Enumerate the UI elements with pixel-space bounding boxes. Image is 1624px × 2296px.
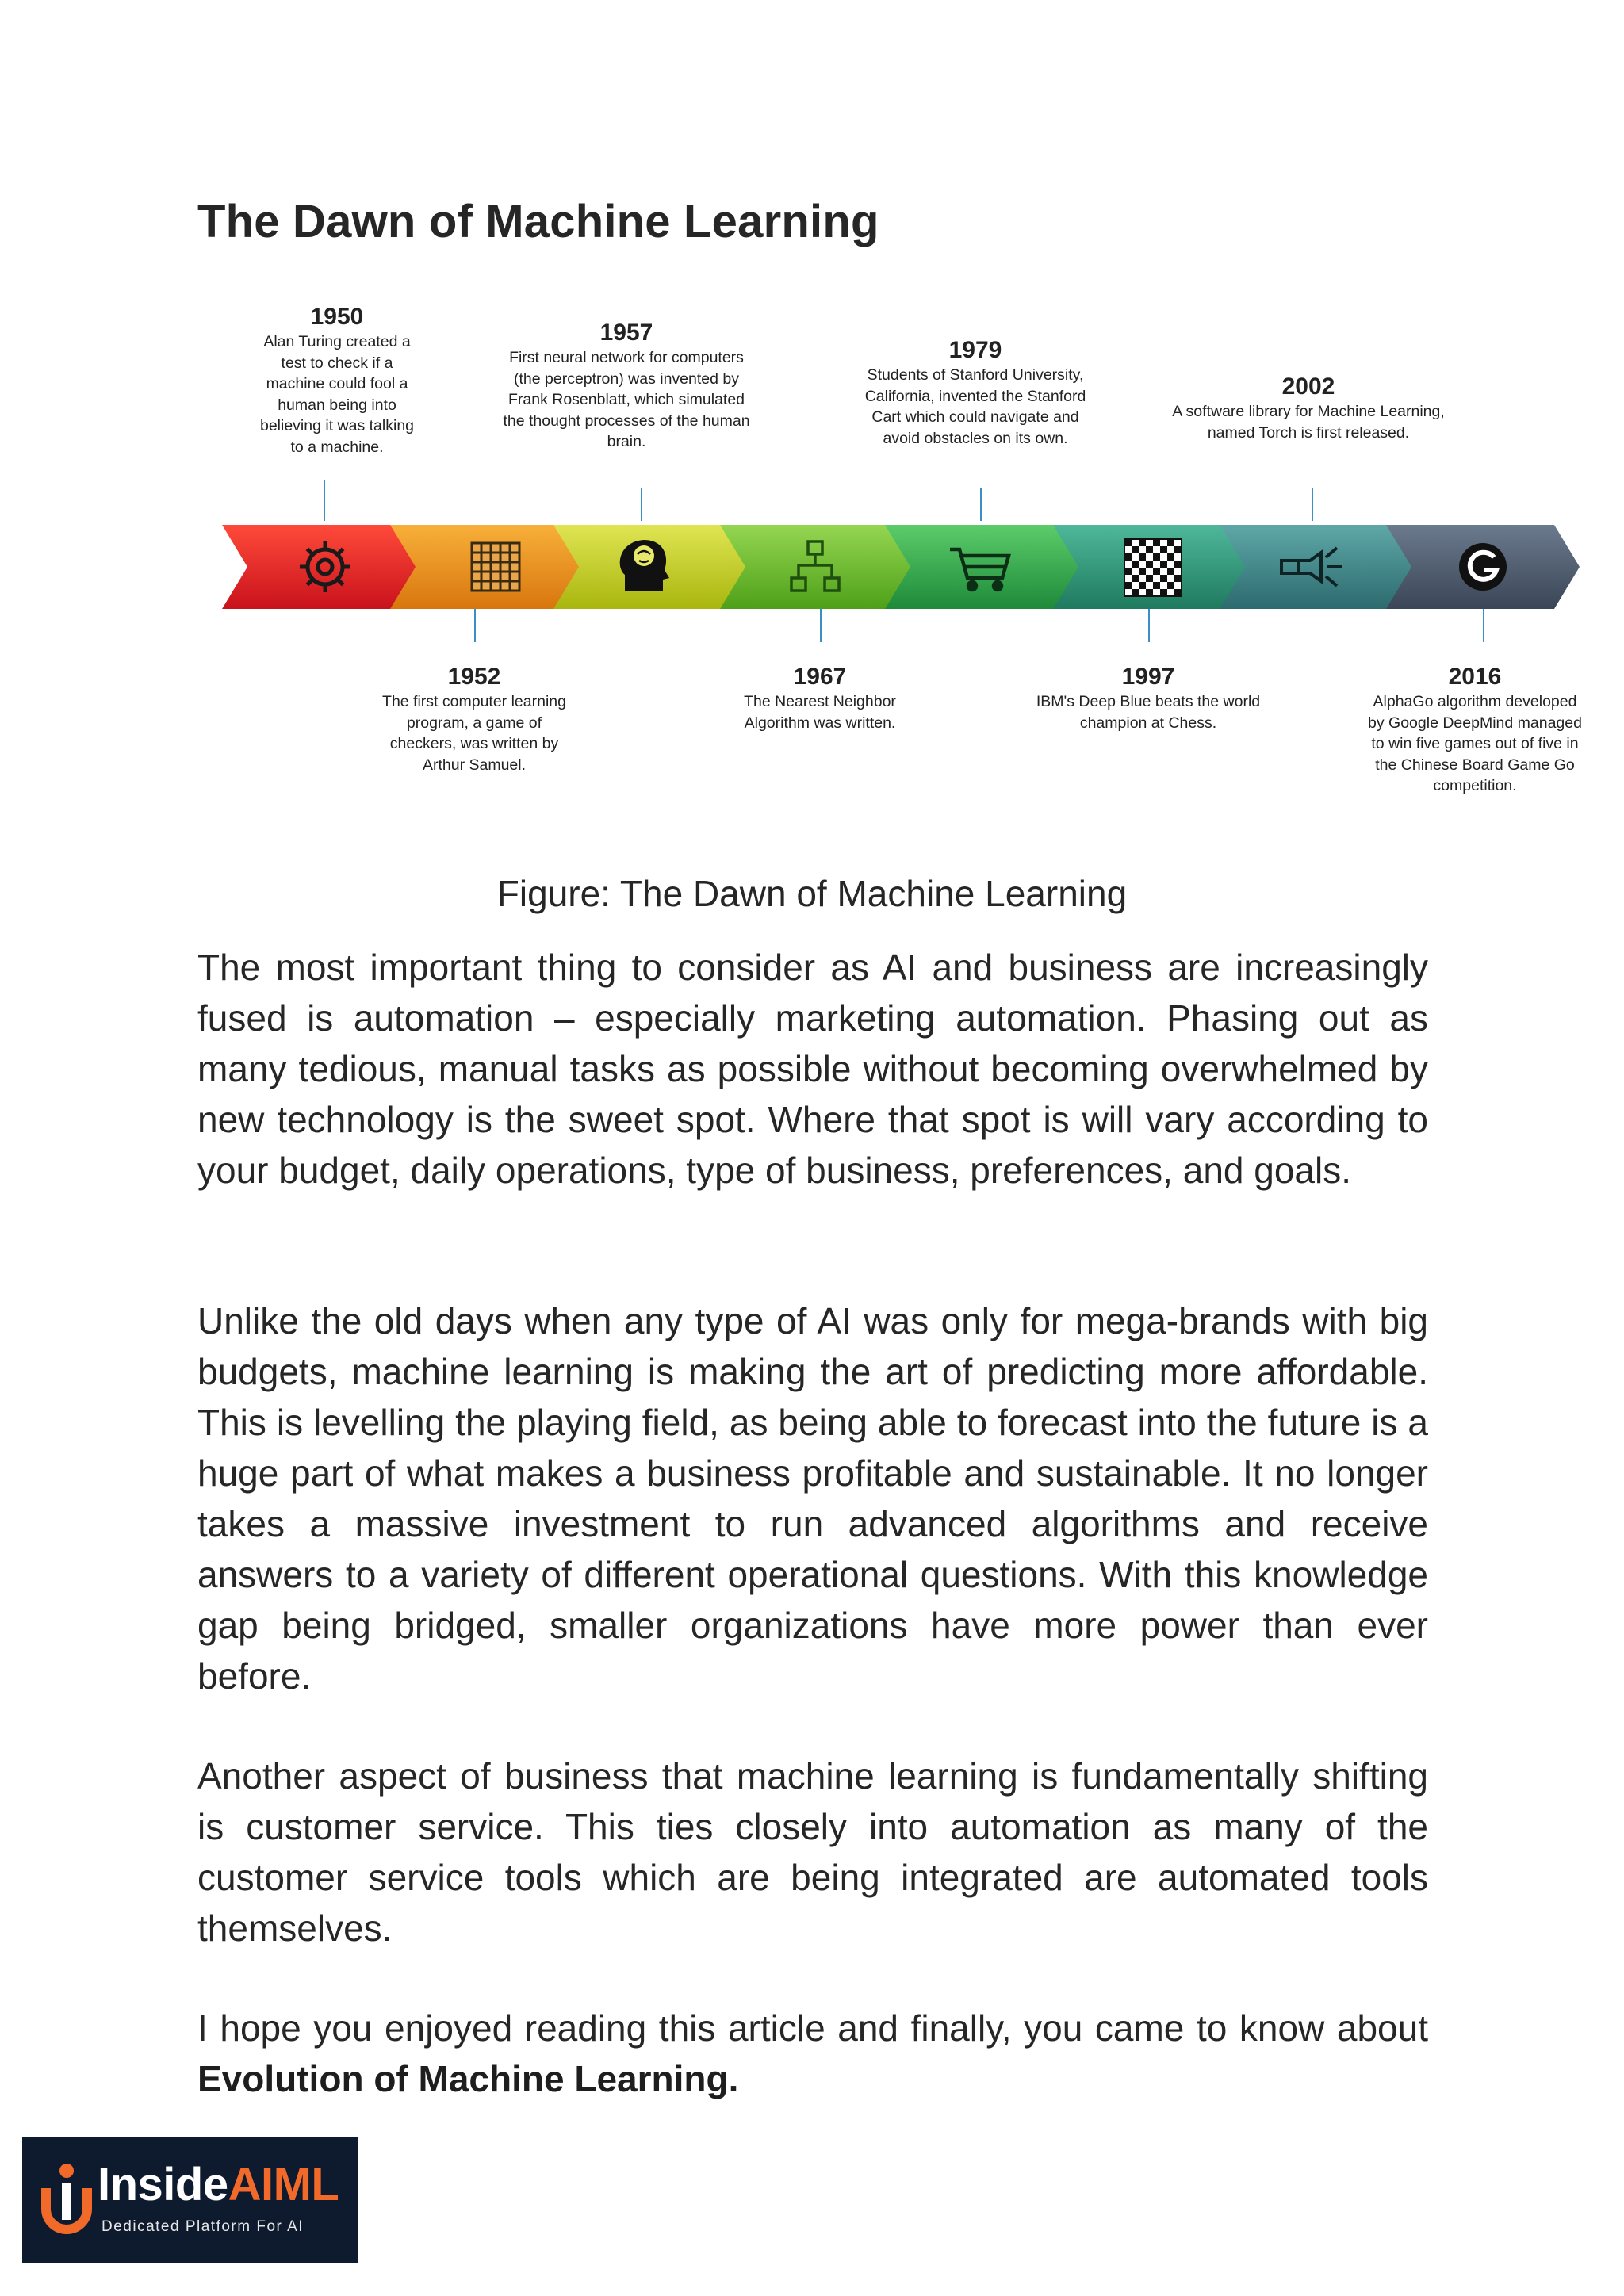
connector-line (474, 609, 476, 642)
event-desc-line: Cart which could navigate and (871, 408, 1079, 426)
event-desc-line: to win five games out of five in (1371, 735, 1579, 752)
event-year: 1957 (599, 320, 653, 346)
timeline-event-1979 (841, 336, 1110, 449)
timeline-arrow-2002 (1220, 525, 1418, 609)
event-desc-line: California, invented the Stanford (864, 387, 1086, 405)
event-year: 1979 (948, 337, 1002, 363)
timeline-arrow-1950 (222, 525, 422, 609)
event-desc-line: The Nearest Neighbor (744, 693, 896, 710)
event-desc-line: Alan Turing created a (263, 333, 411, 350)
event-desc-line: believing it was talking (259, 417, 415, 434)
timeline-event-1952 (355, 663, 593, 775)
event-desc-line: program, a game of (406, 714, 542, 732)
logo-wordmark (98, 2158, 339, 2211)
connector-line (820, 609, 822, 642)
event-desc-line: checkers, was written by (389, 735, 559, 752)
chessboard-icon (1124, 539, 1182, 596)
logo-mark-icon (35, 2160, 98, 2239)
event-desc-line: First neural network for computers (509, 349, 744, 366)
logo-name-part1: Inside (98, 2159, 228, 2210)
event-desc-line: test to check if a (281, 354, 393, 372)
timeline-arrow-1967 (720, 525, 917, 609)
event-desc-line: the Chinese Board Game Go (1375, 756, 1575, 774)
event-desc-line: AlphaGo algorithm developed (1373, 693, 1577, 710)
timeline-arrows (214, 515, 1594, 618)
event-year: 1950 (310, 304, 364, 330)
closing-bold-text: Evolution of Machine Learning. (197, 2058, 739, 2099)
event-desc-line: Arthur Samuel. (422, 756, 527, 774)
logo-name-part2: AIML (228, 2159, 339, 2210)
event-desc-line: human being into (278, 396, 396, 414)
event-desc-line: named Torch is first released. (1207, 423, 1410, 442)
event-desc-line: IBM's Deep Blue beats the world (1036, 693, 1261, 710)
event-year: 1997 (1121, 664, 1175, 690)
event-year: 1967 (793, 664, 847, 690)
event-desc-line: the thought processes of the human (503, 411, 750, 430)
event-desc-line: brain. (607, 433, 646, 450)
event-desc-line: champion at Chess. (1079, 714, 1217, 732)
google-icon (1459, 543, 1507, 591)
figure-caption: Figure: The Dawn of Machine Learning (496, 873, 1128, 914)
timeline-event-1967 (717, 663, 923, 733)
page-title: The Dawn of Machine Learning (197, 196, 879, 247)
body-paragraph-3: Another aspect of business that machine learning is fundamentally shifting is customer service. This ties closely into automation as many of the customer service tools which are being integrated are automated tools themselves. (197, 1755, 1428, 1949)
event-desc-line: Students of Stanford University, (867, 366, 1084, 384)
connector-line (1148, 609, 1150, 642)
event-year: 2002 (1281, 373, 1335, 400)
event-desc-line: machine could fool a (266, 375, 408, 392)
event-year: 2016 (1448, 664, 1502, 690)
connector-line (1483, 609, 1484, 642)
event-desc-line: A software library for Machine Learning, (1172, 403, 1445, 420)
event-desc-line: (the perceptron) was invented by (514, 369, 739, 388)
grid-icon (472, 543, 519, 591)
brain-icon (620, 540, 669, 591)
logo-tagline: Dedicated Platform For AI (102, 2218, 304, 2235)
body-paragraph-1: The most important thing to consider as AI and business are increasingly fused is automation – especially marketing automation. Phasing out as many tedious, manual tasks as possible without becoming overwhelmed by new technology is the sweet spot. Where that spot is will vary according to your budget, daily operations, type of business, preferences, and goals. (197, 947, 1428, 1191)
timeline-event-1950 (230, 303, 444, 457)
event-desc-line: The first computer learning (382, 693, 566, 710)
event-year: 1952 (447, 664, 501, 690)
timeline-event-2002 (1150, 373, 1467, 443)
insideaiml-logo (22, 2137, 358, 2263)
event-desc-line: to a machine. (290, 438, 384, 456)
event-desc-line: competition. (1433, 777, 1517, 794)
body-paragraph-2: Unlike the old days when any type of AI was only for mega-brands with big budgets, machine learning is making the art of predicting more affordable. This is levelling the playing field, as being able to forecast into the future is a huge part of what makes a business profitable and sustainable. It no longer takes a massive investment to run advanced algorithms and receive answers to a variety of different operational questions. With this knowledge gap being bridged, smaller organizations have more power than ever before. (197, 1300, 1428, 1697)
event-desc-line: Algorithm was written. (744, 714, 896, 732)
event-desc-line: Frank Rosenblatt, which simulated (508, 391, 745, 408)
event-desc-line: by Google DeepMind managed (1368, 714, 1582, 732)
timeline-event-2016 (1356, 663, 1594, 797)
timeline-figure (214, 293, 1594, 809)
timeline-event-1957 (476, 319, 777, 453)
closing-paragraph (197, 2003, 1428, 2104)
timeline-event-1997 (1021, 663, 1275, 733)
event-desc-line: avoid obstacles on its own. (883, 429, 1068, 447)
closing-text: I hope you enjoyed reading this article and finally, you came to know about (197, 2007, 1428, 2049)
